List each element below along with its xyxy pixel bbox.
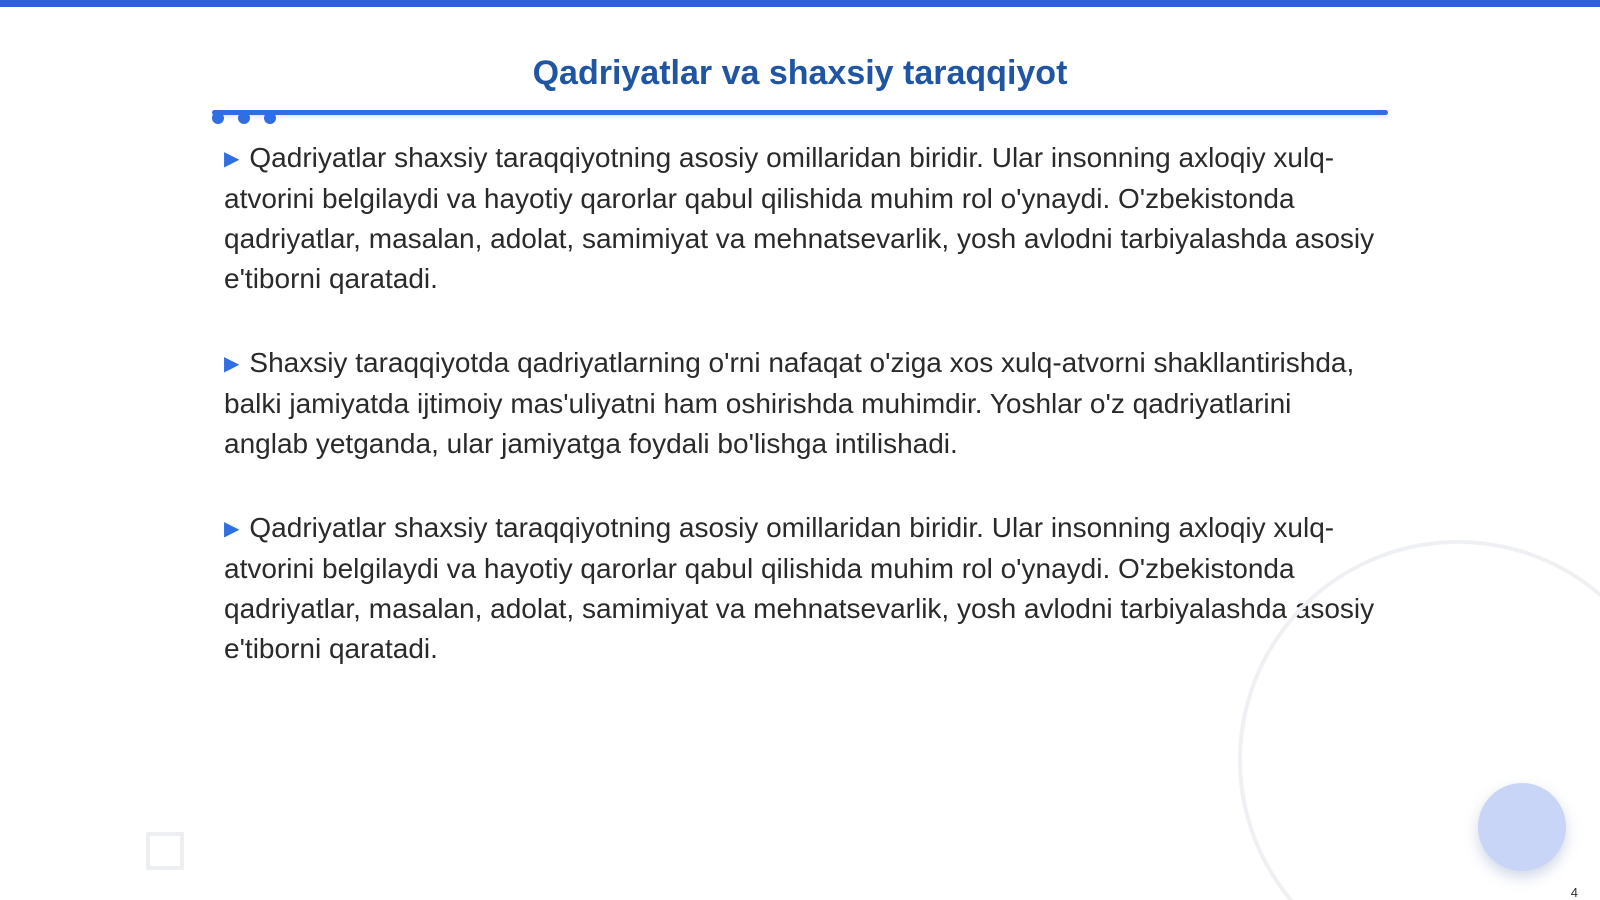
triangle-right-icon: ▶ bbox=[224, 148, 240, 170]
dot-decoration bbox=[212, 112, 224, 124]
title-dots-decoration bbox=[212, 112, 276, 124]
paragraph-text: Shaxsiy taraqqiyotda qadriyatlarning o'rni nafaqat o'ziga xos xulq-atvorni shakllantirishda, balki jamiyatda ijtimoiy mas'uliyatni ham oshirishda muhimdir. Yoshlar o'z qadriyatlarini anglab yetganda, ular jamiyatga foydali bo'lishga intilishadi. bbox=[224, 347, 1355, 459]
square-decoration bbox=[146, 832, 184, 870]
paragraph-text: Qadriyatlar shaxsiy taraqqiyotning asosiy omillaridan biridir. Ular insonning axloqiy xulq-atvorini belgilaydi va hayotiy qarorlar qabul qilishida muhim rol o'ynaydi. O'zbekistonda qadriyatlar, masalan, adolat, samimiyat va mehnatsevarlik, yosh avlodni tarbiyalashda asosiy e'tiborni qaratadi. bbox=[224, 142, 1375, 294]
triangle-right-icon: ▶ bbox=[224, 353, 240, 375]
bullet-list bbox=[224, 138, 1380, 713]
circle-decoration bbox=[1478, 783, 1566, 871]
top-accent-band bbox=[0, 0, 1600, 7]
bullet-paragraph bbox=[224, 138, 1380, 299]
dot-decoration bbox=[264, 112, 276, 124]
dot-decoration bbox=[238, 112, 250, 124]
triangle-right-icon: ▶ bbox=[224, 518, 240, 540]
paragraph-text: Qadriyatlar shaxsiy taraqqiyotning asosiy omillaridan biridir. Ular insonning axloqiy xulq-atvorini belgilaydi va hayotiy qarorlar qabul qilishida muhim rol o'ynaydi. O'zbekistonda qadriyatlar, masalan, adolat, samimiyat va mehnatsevarlik, yosh avlodni tarbiyalashda asosiy e'tiborni qaratadi. bbox=[224, 512, 1375, 664]
title-underline bbox=[212, 110, 1388, 115]
bullet-paragraph bbox=[224, 508, 1380, 669]
slide-title: Qadriyatlar va shaxsiy taraqqiyot bbox=[532, 54, 1068, 92]
page-number: 4 bbox=[1570, 885, 1578, 900]
bullet-paragraph bbox=[224, 343, 1380, 464]
